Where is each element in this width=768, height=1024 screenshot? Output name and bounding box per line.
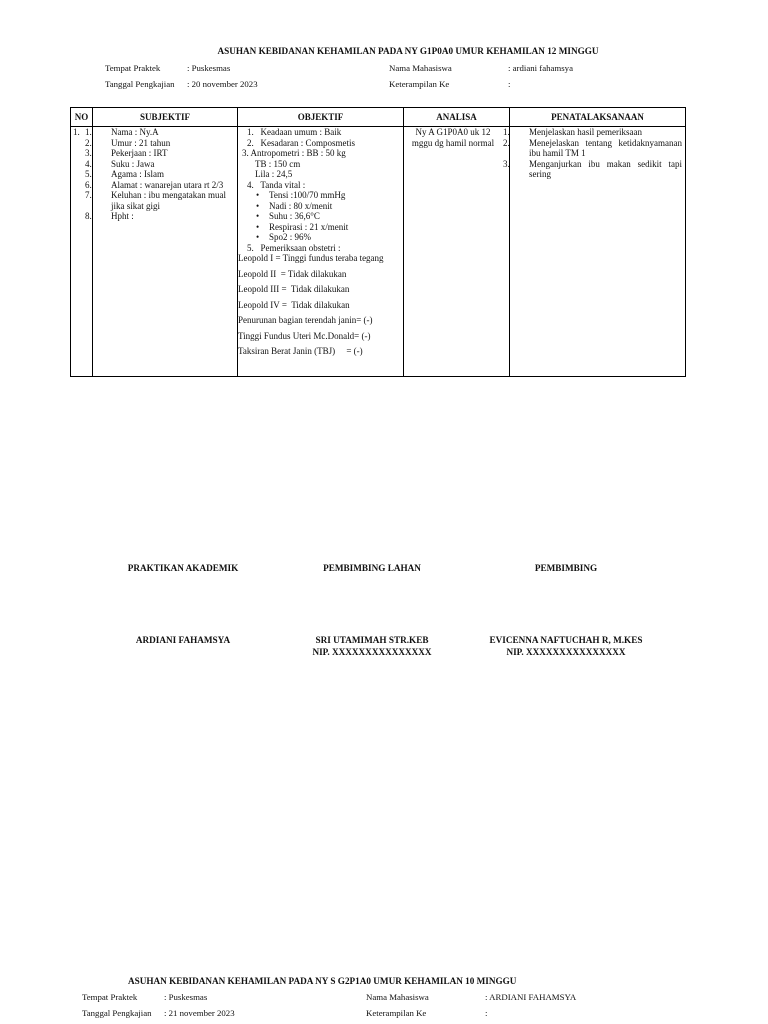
keterampilan-label: Keterampilan Ke bbox=[389, 79, 450, 89]
form2-tempat-value: : Puskesmas bbox=[164, 992, 208, 1002]
vital-signs-list bbox=[238, 190, 403, 243]
pembimbing-nip: NIP. XXXXXXXXXXXXXXX bbox=[506, 647, 626, 657]
tanggal-value: : 20 november 2023 bbox=[187, 79, 258, 89]
tempat-label: Tempat Praktek bbox=[105, 63, 161, 73]
soap-table bbox=[70, 107, 686, 377]
form1-title: ASUHAN KEBIDANAN KEHAMILAN PADA NY G1P0A0 UMUR KEHAMILAN 12 MINGGU bbox=[217, 46, 599, 56]
form2-tanggal-value: : 21 november 2023 bbox=[164, 1008, 235, 1018]
list-item: 3. Pekerjaan : IRT bbox=[85, 148, 168, 158]
subjektif-list bbox=[85, 127, 235, 222]
header-penatalaksanaan: PENATALAKSANAAN bbox=[510, 108, 686, 127]
header-subjektif: SUBJEKTIF bbox=[93, 108, 238, 127]
list-item: 6. Alamat : wanarejan utara rt 2/3 bbox=[85, 179, 224, 190]
list-item: • Tensi :100/70 mmHg bbox=[238, 190, 403, 201]
form2-title: ASUHAN KEBIDANAN KEHAMILAN PADA NY S G2P1A0 UMUR KEHAMILAN 10 MINGGU bbox=[128, 976, 517, 986]
list-item: • Nadi : 80 x/menit bbox=[238, 201, 403, 212]
praktikan-name: ARDIANI FAHAMSYA bbox=[135, 635, 231, 645]
header-no: NO bbox=[71, 108, 93, 127]
taksiran-berat-janin: Taksiran Berat Janin (TBJ) = (-) bbox=[238, 346, 363, 356]
cell-penatalaksanaan bbox=[503, 127, 686, 377]
form2-mahasiswa-value: : ARDIANI FAHAMSYA bbox=[485, 992, 577, 1002]
list-item: 1. Nama : Ny.A bbox=[85, 127, 159, 137]
penurunan-janin: Penurunan bagian terendah janin= (-) bbox=[238, 315, 373, 325]
row-number: 1. bbox=[73, 127, 80, 137]
analisa-text: Ny A G1P0A0 uk 12 mggu dg hamil normal bbox=[411, 127, 495, 148]
table-header-row bbox=[71, 108, 686, 127]
form2-tempat-label: Tempat Praktek bbox=[82, 992, 138, 1002]
list-item: 1. Menjelaskan hasil pemeriksaan bbox=[503, 127, 642, 137]
header-objektif: OBJEKTIF bbox=[238, 108, 404, 127]
cell-subjektif bbox=[85, 127, 238, 377]
list-item: 4. Suku : Jawa bbox=[85, 158, 155, 169]
form2-keterampilan-value: : bbox=[485, 1008, 488, 1018]
table-row bbox=[71, 127, 686, 377]
pembimbing-lahan-nip: NIP. XXXXXXXXXXXXXXX bbox=[312, 647, 432, 657]
list-item: 3. Menganjurkan ibu makan sedikit tapi sering bbox=[503, 158, 682, 179]
list-item: • Suhu : 36,6°C bbox=[238, 211, 403, 222]
objektif-item-3: 3. Antropometri : BB : 50 kg bbox=[242, 148, 346, 158]
form2-tanggal-label: Tanggal Pengkajian bbox=[82, 1008, 152, 1018]
form2-mahasiswa-label: Nama Mahasiswa bbox=[366, 992, 429, 1002]
tanggal-label: Tanggal Pengkajian bbox=[105, 79, 175, 89]
leopold-2: Leopold II = Tidak dilakukan bbox=[238, 268, 347, 279]
mahasiswa-label: Nama Mahasiswa bbox=[389, 63, 452, 73]
keterampilan-value: : bbox=[508, 79, 511, 89]
praktikan-title: PRAKTIKAN AKADEMIK bbox=[127, 563, 239, 573]
list-item: • Spo2 : 96% bbox=[238, 232, 403, 243]
pembimbing-name: EVICENNA NAFTUCHAH R, M.KES bbox=[489, 635, 643, 645]
objektif-lila: Lila : 24,5 bbox=[255, 169, 293, 179]
objektif-item-1: 1. Keadaan umum : Baik bbox=[247, 127, 342, 137]
pembimbing-lahan-name: SRI UTAMIMAH STR.KEB bbox=[315, 635, 429, 645]
list-item: 2. Umur : 21 tahun bbox=[85, 137, 171, 148]
form2-keterampilan-label: Keterampilan Ke bbox=[366, 1008, 427, 1018]
leopold-1: Leopold I = Tinggi fundus teraba tegang bbox=[238, 253, 384, 263]
objektif-item-5: 5. Pemeriksaan obstetri : bbox=[247, 242, 341, 253]
list-item: 5. Agama : Islam bbox=[85, 169, 164, 179]
pembimbing-lahan-title: PEMBIMBING LAHAN bbox=[323, 563, 421, 573]
cell-objektif bbox=[238, 127, 404, 377]
list-item: 8. Hpht : bbox=[85, 211, 134, 221]
leopold-3: Leopold III = Tidak dilakukan bbox=[238, 284, 350, 294]
penatalaksanaan-list bbox=[503, 127, 682, 180]
tinggi-fundus: Tinggi Fundus Uteri Mc.Donald= (-) bbox=[238, 330, 371, 341]
tempat-value: : Puskesmas bbox=[187, 63, 231, 73]
pembimbing-title: PEMBIMBING bbox=[534, 563, 598, 573]
objektif-item-4: 4. Tanda vital : bbox=[247, 179, 306, 190]
objektif-tb: TB : 150 cm bbox=[255, 158, 301, 169]
list-item: 2. Menejelaskan tentang ketidaknyamanan ibu hamil TM 1 bbox=[503, 137, 682, 158]
objektif-item-2: 2. Kesadaran : Composmetis bbox=[247, 137, 355, 148]
mahasiswa-value: : ardiani fahamsya bbox=[508, 63, 573, 73]
leopold-4: Leopold IV = Tidak dilakukan bbox=[238, 299, 350, 310]
list-item: • Respirasi : 21 x/menit bbox=[238, 222, 403, 233]
cell-analisa bbox=[404, 127, 510, 377]
header-analisa: ANALISA bbox=[404, 108, 510, 127]
list-item: 7. Keluhan : ibu mengatakan mual jika sikat gigi bbox=[85, 190, 226, 211]
